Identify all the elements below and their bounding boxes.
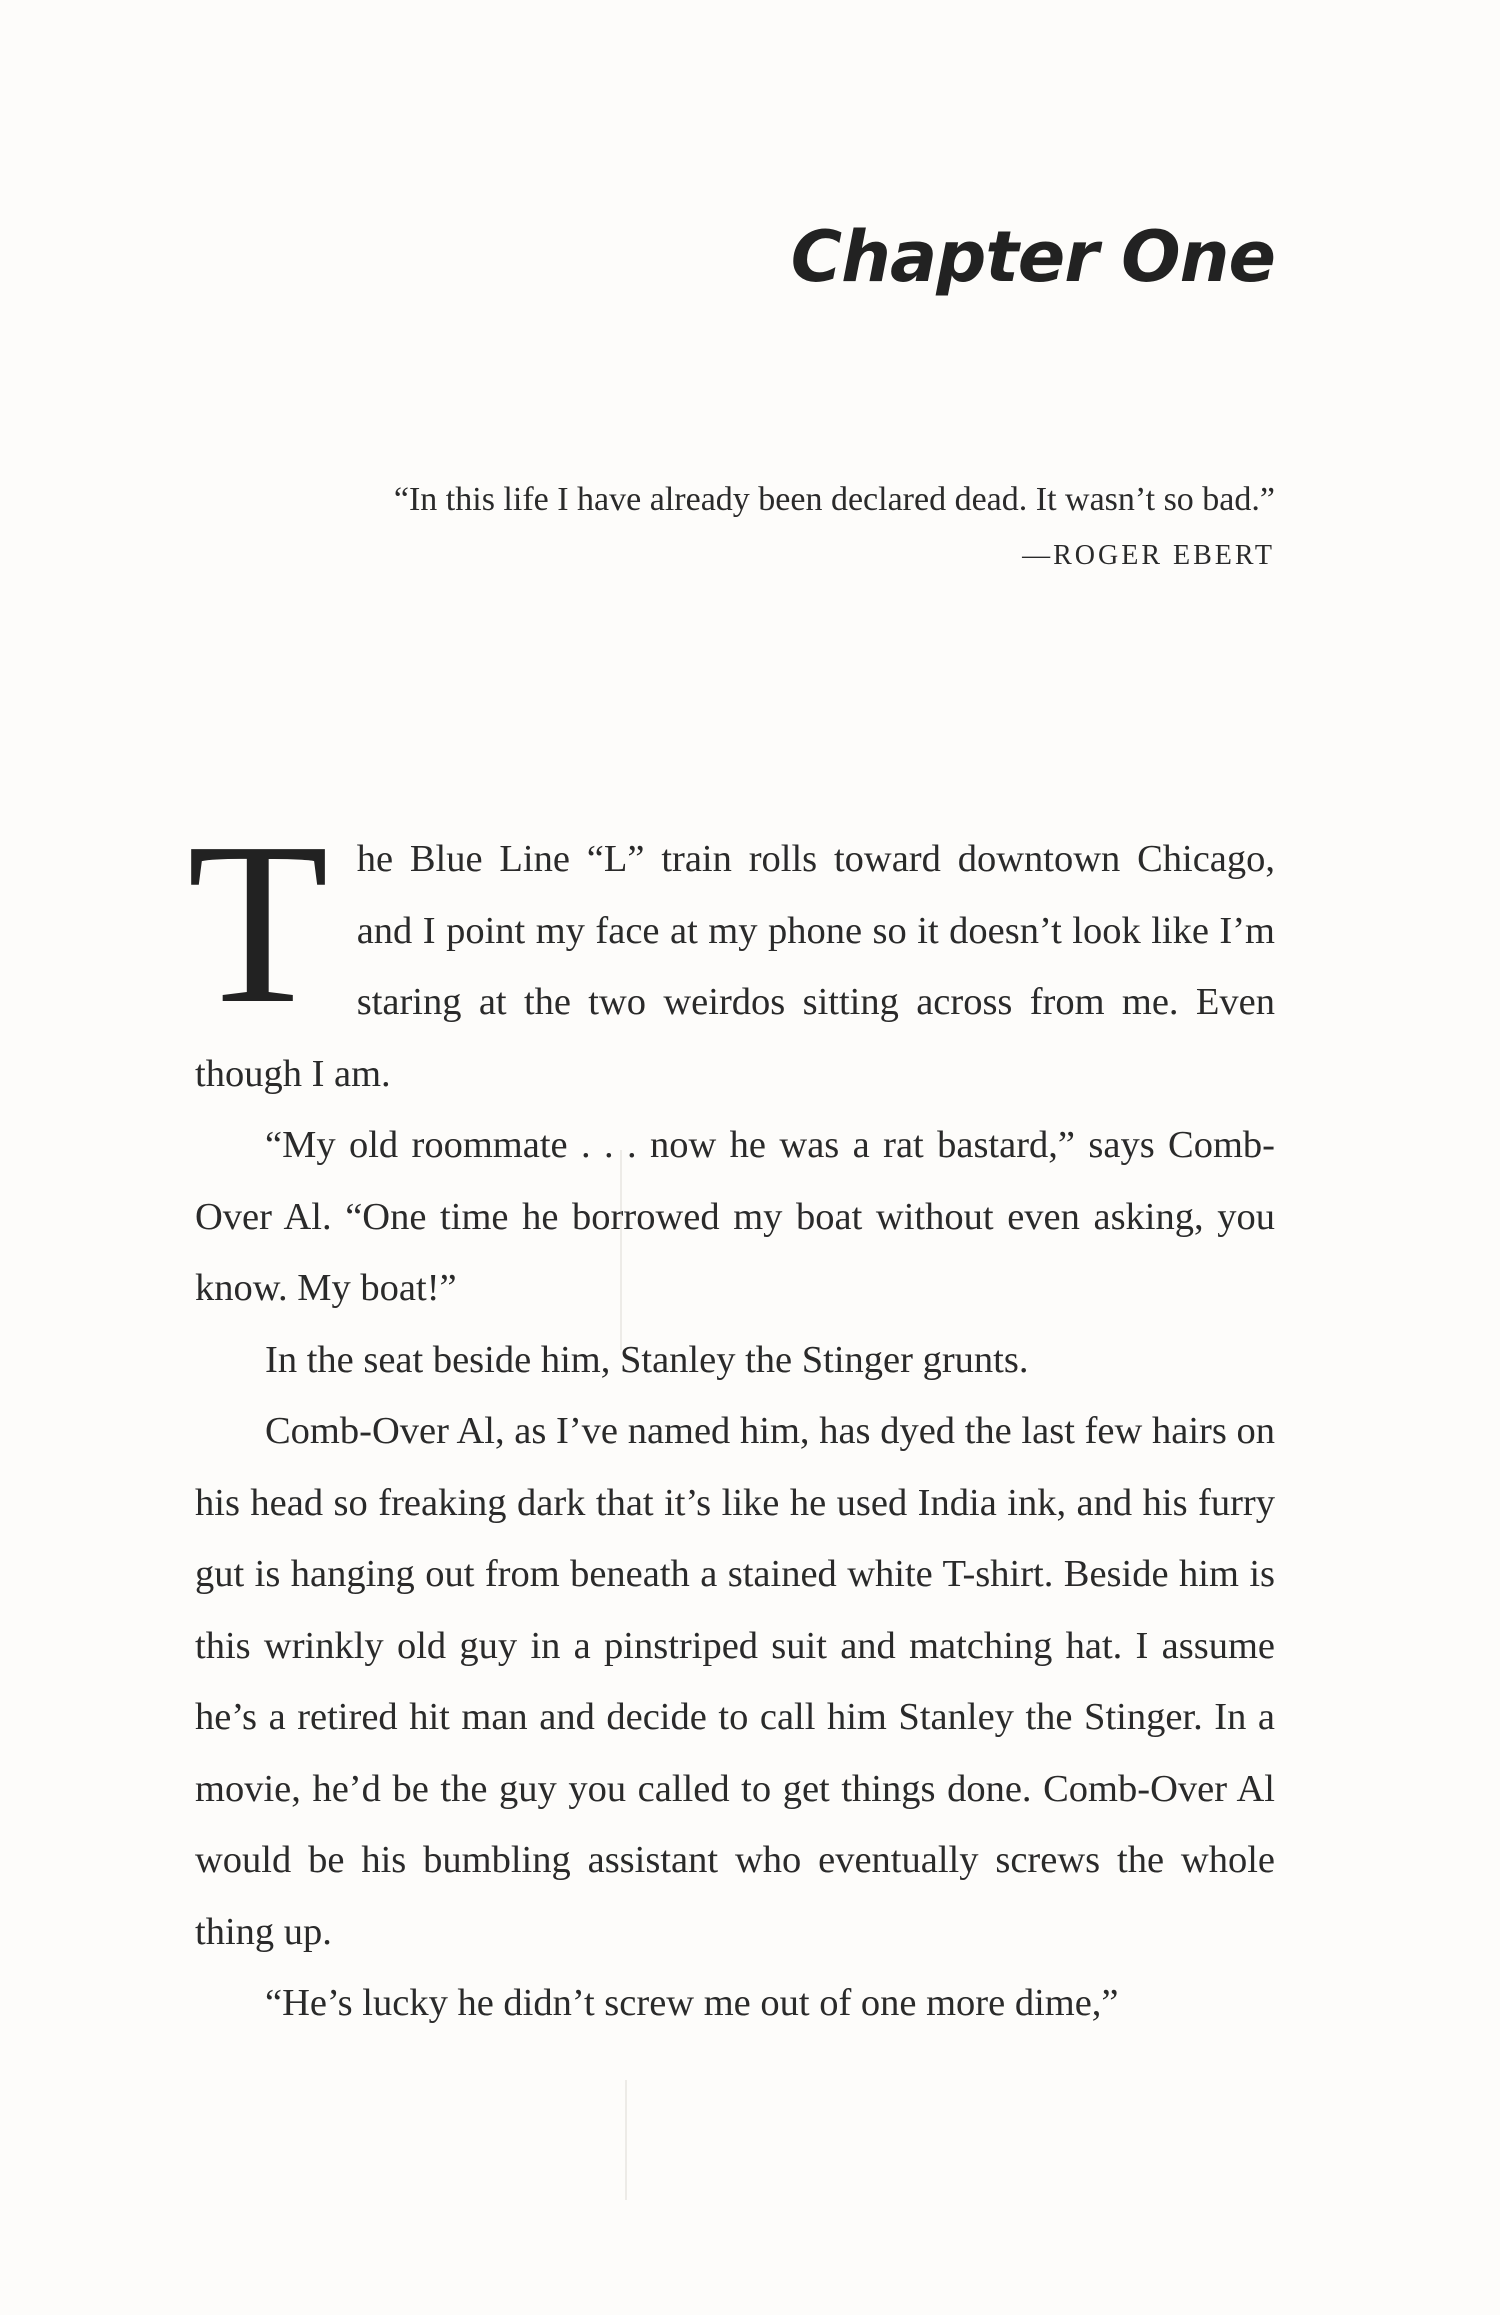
chapter-body xyxy=(187,795,1275,2040)
drop-cap: T xyxy=(187,795,329,1052)
epigraph-quote: “In this life I have already been declared dead. It wasn’t so bad.” xyxy=(393,481,1275,518)
paragraph: In the seat beside him, Stanley the Stinger grunts. xyxy=(265,1338,1029,1381)
paper-speck xyxy=(620,1150,622,1350)
chapter-title: Chapter One xyxy=(790,216,1275,298)
opening-paragraph-text: he Blue Line “L” train rolls toward downtown Chicago, and I point my face at my phone so it doesn’t look like I’m staring at the two weirdos sitting across from me. Even though I am. xyxy=(195,838,1275,1095)
paragraph: “He’s lucky he didn’t screw me out of one more dime,” xyxy=(265,1982,1119,2024)
opening-paragraph xyxy=(187,795,1275,1110)
epigraph xyxy=(195,480,1275,572)
paragraph: “My old roommate . . . now he was a rat bastard,” says Comb-Over Al. “One time he borrowed my boat without even asking, you know. My boat!” xyxy=(195,1124,1275,1309)
epigraph-attribution: —ROGER EBERT xyxy=(1022,539,1275,571)
paper-speck xyxy=(625,2080,627,2200)
paragraph: Comb-Over Al, as I’ve named him, has dyed the last few hairs on his head so freaking dark that it’s like he used India ink, and his furry gut is hanging out from beneath a stained white T-shirt. Beside him is this wrinkly old guy in a pinstriped suit and matching hat. I assume he’s a retired hit man and decide to call him Stanley the Stinger. In a movie, he’d be the guy you called to get things done. Comb-Over Al would be his bumbling assistant who eventually screws the whole thing up. xyxy=(195,1410,1275,1953)
